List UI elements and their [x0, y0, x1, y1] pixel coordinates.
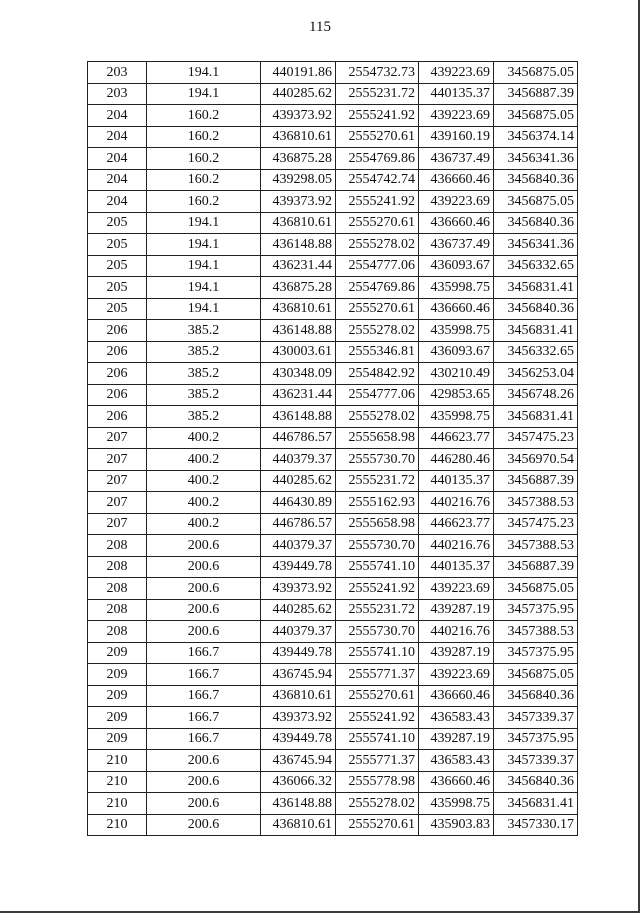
x1-cell: 436148.88	[261, 320, 336, 342]
x1-cell: 436231.44	[261, 384, 336, 406]
y1-cell: 2555278.02	[336, 320, 419, 342]
table-row	[88, 255, 578, 277]
area-cell: 160.2	[147, 105, 261, 127]
coordinates-table-container	[87, 61, 578, 836]
x1-cell: 436875.28	[261, 277, 336, 299]
parcel-id-cell: 209	[88, 728, 147, 750]
parcel-id-cell: 203	[88, 83, 147, 105]
area-cell: 194.1	[147, 277, 261, 299]
y1-cell: 2554842.92	[336, 363, 419, 385]
x1-cell: 430003.61	[261, 341, 336, 363]
x1-cell: 439373.92	[261, 707, 336, 729]
parcel-id-cell: 208	[88, 578, 147, 600]
x1-cell: 436148.88	[261, 234, 336, 256]
y2-cell: 3456840.36	[494, 298, 578, 320]
table-row	[88, 642, 578, 664]
y1-cell: 2554742.74	[336, 169, 419, 191]
y2-cell: 3457330.17	[494, 814, 578, 836]
table-row	[88, 191, 578, 213]
x2-cell: 436660.46	[419, 771, 494, 793]
parcel-id-cell: 205	[88, 212, 147, 234]
y1-cell: 2555231.72	[336, 470, 419, 492]
area-cell: 194.1	[147, 298, 261, 320]
x2-cell: 435903.83	[419, 814, 494, 836]
x1-cell: 440191.86	[261, 62, 336, 84]
y1-cell: 2555270.61	[336, 126, 419, 148]
y1-cell: 2555778.98	[336, 771, 419, 793]
table-row	[88, 83, 578, 105]
y1-cell: 2555241.92	[336, 707, 419, 729]
y2-cell: 3457375.95	[494, 728, 578, 750]
y1-cell: 2555658.98	[336, 427, 419, 449]
parcel-id-cell: 205	[88, 277, 147, 299]
coordinates-table	[87, 61, 578, 836]
x2-cell: 439287.19	[419, 728, 494, 750]
table-row	[88, 707, 578, 729]
x2-cell: 436660.46	[419, 685, 494, 707]
x2-cell: 436583.43	[419, 750, 494, 772]
y1-cell: 2554769.86	[336, 277, 419, 299]
table-row	[88, 750, 578, 772]
area-cell: 194.1	[147, 234, 261, 256]
parcel-id-cell: 210	[88, 750, 147, 772]
y2-cell: 3456831.41	[494, 320, 578, 342]
y2-cell: 3457339.37	[494, 750, 578, 772]
y1-cell: 2555162.93	[336, 492, 419, 514]
parcel-id-cell: 204	[88, 191, 147, 213]
y1-cell: 2555270.61	[336, 298, 419, 320]
y2-cell: 3456875.05	[494, 578, 578, 600]
area-cell: 194.1	[147, 212, 261, 234]
table-row	[88, 513, 578, 535]
x1-cell: 440285.62	[261, 599, 336, 621]
y1-cell: 2555241.92	[336, 191, 419, 213]
parcel-id-cell: 207	[88, 470, 147, 492]
x1-cell: 446786.57	[261, 513, 336, 535]
area-cell: 385.2	[147, 341, 261, 363]
x1-cell: 440379.37	[261, 621, 336, 643]
x1-cell: 436810.61	[261, 298, 336, 320]
parcel-id-cell: 206	[88, 320, 147, 342]
table-row	[88, 126, 578, 148]
table-row	[88, 169, 578, 191]
area-cell: 400.2	[147, 513, 261, 535]
y2-cell: 3457375.95	[494, 642, 578, 664]
x2-cell: 439223.69	[419, 191, 494, 213]
parcel-id-cell: 205	[88, 234, 147, 256]
area-cell: 194.1	[147, 255, 261, 277]
parcel-id-cell: 210	[88, 771, 147, 793]
y2-cell: 3456253.04	[494, 363, 578, 385]
area-cell: 194.1	[147, 62, 261, 84]
y2-cell: 3456887.39	[494, 470, 578, 492]
parcel-id-cell: 206	[88, 384, 147, 406]
x2-cell: 440216.76	[419, 621, 494, 643]
parcel-id-cell: 206	[88, 363, 147, 385]
x1-cell: 436810.61	[261, 212, 336, 234]
x1-cell: 439373.92	[261, 578, 336, 600]
table-row	[88, 685, 578, 707]
area-cell: 160.2	[147, 191, 261, 213]
parcel-id-cell: 210	[88, 793, 147, 815]
y1-cell: 2555771.37	[336, 664, 419, 686]
area-cell: 400.2	[147, 470, 261, 492]
parcel-id-cell: 208	[88, 535, 147, 557]
parcel-id-cell: 203	[88, 62, 147, 84]
parcel-id-cell: 206	[88, 341, 147, 363]
area-cell: 385.2	[147, 406, 261, 428]
parcel-id-cell: 209	[88, 642, 147, 664]
page-number: 115	[309, 19, 331, 35]
y1-cell: 2555278.02	[336, 793, 419, 815]
parcel-id-cell: 204	[88, 169, 147, 191]
x2-cell: 446623.77	[419, 427, 494, 449]
y2-cell: 3457375.95	[494, 599, 578, 621]
area-cell: 200.6	[147, 814, 261, 836]
table-row	[88, 384, 578, 406]
y2-cell: 3456875.05	[494, 62, 578, 84]
table-row	[88, 427, 578, 449]
y1-cell: 2555730.70	[336, 449, 419, 471]
x1-cell: 439373.92	[261, 191, 336, 213]
y2-cell: 3456840.36	[494, 685, 578, 707]
area-cell: 160.2	[147, 169, 261, 191]
table-row	[88, 363, 578, 385]
y1-cell: 2555270.61	[336, 212, 419, 234]
area-cell: 166.7	[147, 728, 261, 750]
x2-cell: 440135.37	[419, 556, 494, 578]
y1-cell: 2555741.10	[336, 642, 419, 664]
x1-cell: 436148.88	[261, 406, 336, 428]
y1-cell: 2555241.92	[336, 578, 419, 600]
y1-cell: 2555278.02	[336, 406, 419, 428]
table-row	[88, 621, 578, 643]
area-cell: 166.7	[147, 707, 261, 729]
x2-cell: 429853.65	[419, 384, 494, 406]
parcel-id-cell: 204	[88, 126, 147, 148]
table-row	[88, 578, 578, 600]
x1-cell: 436875.28	[261, 148, 336, 170]
table-row	[88, 62, 578, 84]
y1-cell: 2554777.06	[336, 255, 419, 277]
y2-cell: 3456831.41	[494, 793, 578, 815]
x2-cell: 439223.69	[419, 578, 494, 600]
y2-cell: 3456332.65	[494, 341, 578, 363]
y2-cell: 3456875.05	[494, 664, 578, 686]
y1-cell: 2555270.61	[336, 685, 419, 707]
x2-cell: 435998.75	[419, 320, 494, 342]
parcel-id-cell: 204	[88, 105, 147, 127]
x1-cell: 436745.94	[261, 664, 336, 686]
x1-cell: 436810.61	[261, 814, 336, 836]
parcel-id-cell: 210	[88, 814, 147, 836]
y2-cell: 3456840.36	[494, 771, 578, 793]
table-row	[88, 277, 578, 299]
area-cell: 200.6	[147, 556, 261, 578]
y1-cell: 2554732.73	[336, 62, 419, 84]
x1-cell: 439298.05	[261, 169, 336, 191]
x2-cell: 439287.19	[419, 642, 494, 664]
y1-cell: 2555278.02	[336, 234, 419, 256]
area-cell: 385.2	[147, 363, 261, 385]
coordinates-table-body	[88, 62, 578, 836]
x2-cell: 430210.49	[419, 363, 494, 385]
x2-cell: 436660.46	[419, 169, 494, 191]
table-row	[88, 492, 578, 514]
x1-cell: 436810.61	[261, 126, 336, 148]
parcel-id-cell: 205	[88, 298, 147, 320]
table-row	[88, 320, 578, 342]
x2-cell: 439223.69	[419, 62, 494, 84]
y2-cell: 3456831.41	[494, 406, 578, 428]
y1-cell: 2555270.61	[336, 814, 419, 836]
table-row	[88, 771, 578, 793]
parcel-id-cell: 207	[88, 427, 147, 449]
table-row	[88, 664, 578, 686]
y2-cell: 3456748.26	[494, 384, 578, 406]
area-cell: 200.6	[147, 599, 261, 621]
y2-cell: 3456840.36	[494, 212, 578, 234]
table-row	[88, 535, 578, 557]
table-row	[88, 148, 578, 170]
y2-cell: 3457475.23	[494, 513, 578, 535]
parcel-id-cell: 209	[88, 664, 147, 686]
table-row	[88, 793, 578, 815]
x2-cell: 439287.19	[419, 599, 494, 621]
parcel-id-cell: 207	[88, 492, 147, 514]
y1-cell: 2555730.70	[336, 535, 419, 557]
x2-cell: 436737.49	[419, 234, 494, 256]
x1-cell: 436066.32	[261, 771, 336, 793]
x1-cell: 439373.92	[261, 105, 336, 127]
x2-cell: 446623.77	[419, 513, 494, 535]
parcel-id-cell: 207	[88, 513, 147, 535]
parcel-id-cell: 209	[88, 685, 147, 707]
y2-cell: 3457388.53	[494, 492, 578, 514]
y2-cell: 3456341.36	[494, 234, 578, 256]
area-cell: 160.2	[147, 148, 261, 170]
parcel-id-cell: 209	[88, 707, 147, 729]
parcel-id-cell: 208	[88, 599, 147, 621]
y1-cell: 2555231.72	[336, 83, 419, 105]
y1-cell: 2555730.70	[336, 621, 419, 643]
y2-cell: 3456840.36	[494, 169, 578, 191]
x2-cell: 439160.19	[419, 126, 494, 148]
x1-cell: 436810.61	[261, 685, 336, 707]
y2-cell: 3457388.53	[494, 621, 578, 643]
y1-cell: 2555241.92	[336, 105, 419, 127]
x2-cell: 436660.46	[419, 212, 494, 234]
x2-cell: 435998.75	[419, 406, 494, 428]
x1-cell: 439449.78	[261, 556, 336, 578]
y2-cell: 3456831.41	[494, 277, 578, 299]
table-row	[88, 556, 578, 578]
parcel-id-cell: 208	[88, 621, 147, 643]
y2-cell: 3457339.37	[494, 707, 578, 729]
area-cell: 200.6	[147, 793, 261, 815]
x1-cell: 446786.57	[261, 427, 336, 449]
area-cell: 200.6	[147, 535, 261, 557]
area-cell: 200.6	[147, 771, 261, 793]
table-row	[88, 105, 578, 127]
x1-cell: 440285.62	[261, 470, 336, 492]
y1-cell: 2555741.10	[336, 556, 419, 578]
x1-cell: 436148.88	[261, 793, 336, 815]
x1-cell: 439449.78	[261, 642, 336, 664]
table-row	[88, 298, 578, 320]
y2-cell: 3456887.39	[494, 83, 578, 105]
y1-cell: 2555741.10	[336, 728, 419, 750]
x2-cell: 440216.76	[419, 492, 494, 514]
parcel-id-cell: 206	[88, 406, 147, 428]
y1-cell: 2555658.98	[336, 513, 419, 535]
area-cell: 385.2	[147, 320, 261, 342]
y1-cell: 2554769.86	[336, 148, 419, 170]
y1-cell: 2555771.37	[336, 750, 419, 772]
y1-cell: 2555231.72	[336, 599, 419, 621]
x2-cell: 435998.75	[419, 277, 494, 299]
x1-cell: 436231.44	[261, 255, 336, 277]
parcel-id-cell: 204	[88, 148, 147, 170]
y2-cell: 3456374.14	[494, 126, 578, 148]
table-row	[88, 341, 578, 363]
area-cell: 400.2	[147, 449, 261, 471]
y2-cell: 3456341.36	[494, 148, 578, 170]
area-cell: 200.6	[147, 578, 261, 600]
x2-cell: 439223.69	[419, 105, 494, 127]
parcel-id-cell: 207	[88, 449, 147, 471]
area-cell: 200.6	[147, 750, 261, 772]
area-cell: 166.7	[147, 642, 261, 664]
table-row	[88, 728, 578, 750]
x2-cell: 436737.49	[419, 148, 494, 170]
x1-cell: 430348.09	[261, 363, 336, 385]
y2-cell: 3456970.54	[494, 449, 578, 471]
x2-cell: 436093.67	[419, 255, 494, 277]
area-cell: 385.2	[147, 384, 261, 406]
parcel-id-cell: 208	[88, 556, 147, 578]
parcel-id-cell: 205	[88, 255, 147, 277]
x2-cell: 435998.75	[419, 793, 494, 815]
x2-cell: 436660.46	[419, 298, 494, 320]
table-row	[88, 234, 578, 256]
y2-cell: 3456875.05	[494, 191, 578, 213]
table-row	[88, 599, 578, 621]
y2-cell: 3457388.53	[494, 535, 578, 557]
table-row	[88, 470, 578, 492]
x2-cell: 436583.43	[419, 707, 494, 729]
x2-cell: 440135.37	[419, 83, 494, 105]
x1-cell: 440379.37	[261, 535, 336, 557]
area-cell: 400.2	[147, 492, 261, 514]
x1-cell: 446430.89	[261, 492, 336, 514]
x1-cell: 436745.94	[261, 750, 336, 772]
x2-cell: 439223.69	[419, 664, 494, 686]
x1-cell: 440379.37	[261, 449, 336, 471]
x2-cell: 440135.37	[419, 470, 494, 492]
table-row	[88, 406, 578, 428]
y2-cell: 3456887.39	[494, 556, 578, 578]
x1-cell: 440285.62	[261, 83, 336, 105]
area-cell: 194.1	[147, 83, 261, 105]
y2-cell: 3457475.23	[494, 427, 578, 449]
area-cell: 160.2	[147, 126, 261, 148]
area-cell: 166.7	[147, 664, 261, 686]
y2-cell: 3456332.65	[494, 255, 578, 277]
y2-cell: 3456875.05	[494, 105, 578, 127]
x2-cell: 446280.46	[419, 449, 494, 471]
table-row	[88, 212, 578, 234]
x2-cell: 436093.67	[419, 341, 494, 363]
area-cell: 400.2	[147, 427, 261, 449]
area-cell: 200.6	[147, 621, 261, 643]
y1-cell: 2555346.81	[336, 341, 419, 363]
x1-cell: 439449.78	[261, 728, 336, 750]
x2-cell: 440216.76	[419, 535, 494, 557]
y1-cell: 2554777.06	[336, 384, 419, 406]
area-cell: 166.7	[147, 685, 261, 707]
table-row	[88, 449, 578, 471]
table-row	[88, 814, 578, 836]
